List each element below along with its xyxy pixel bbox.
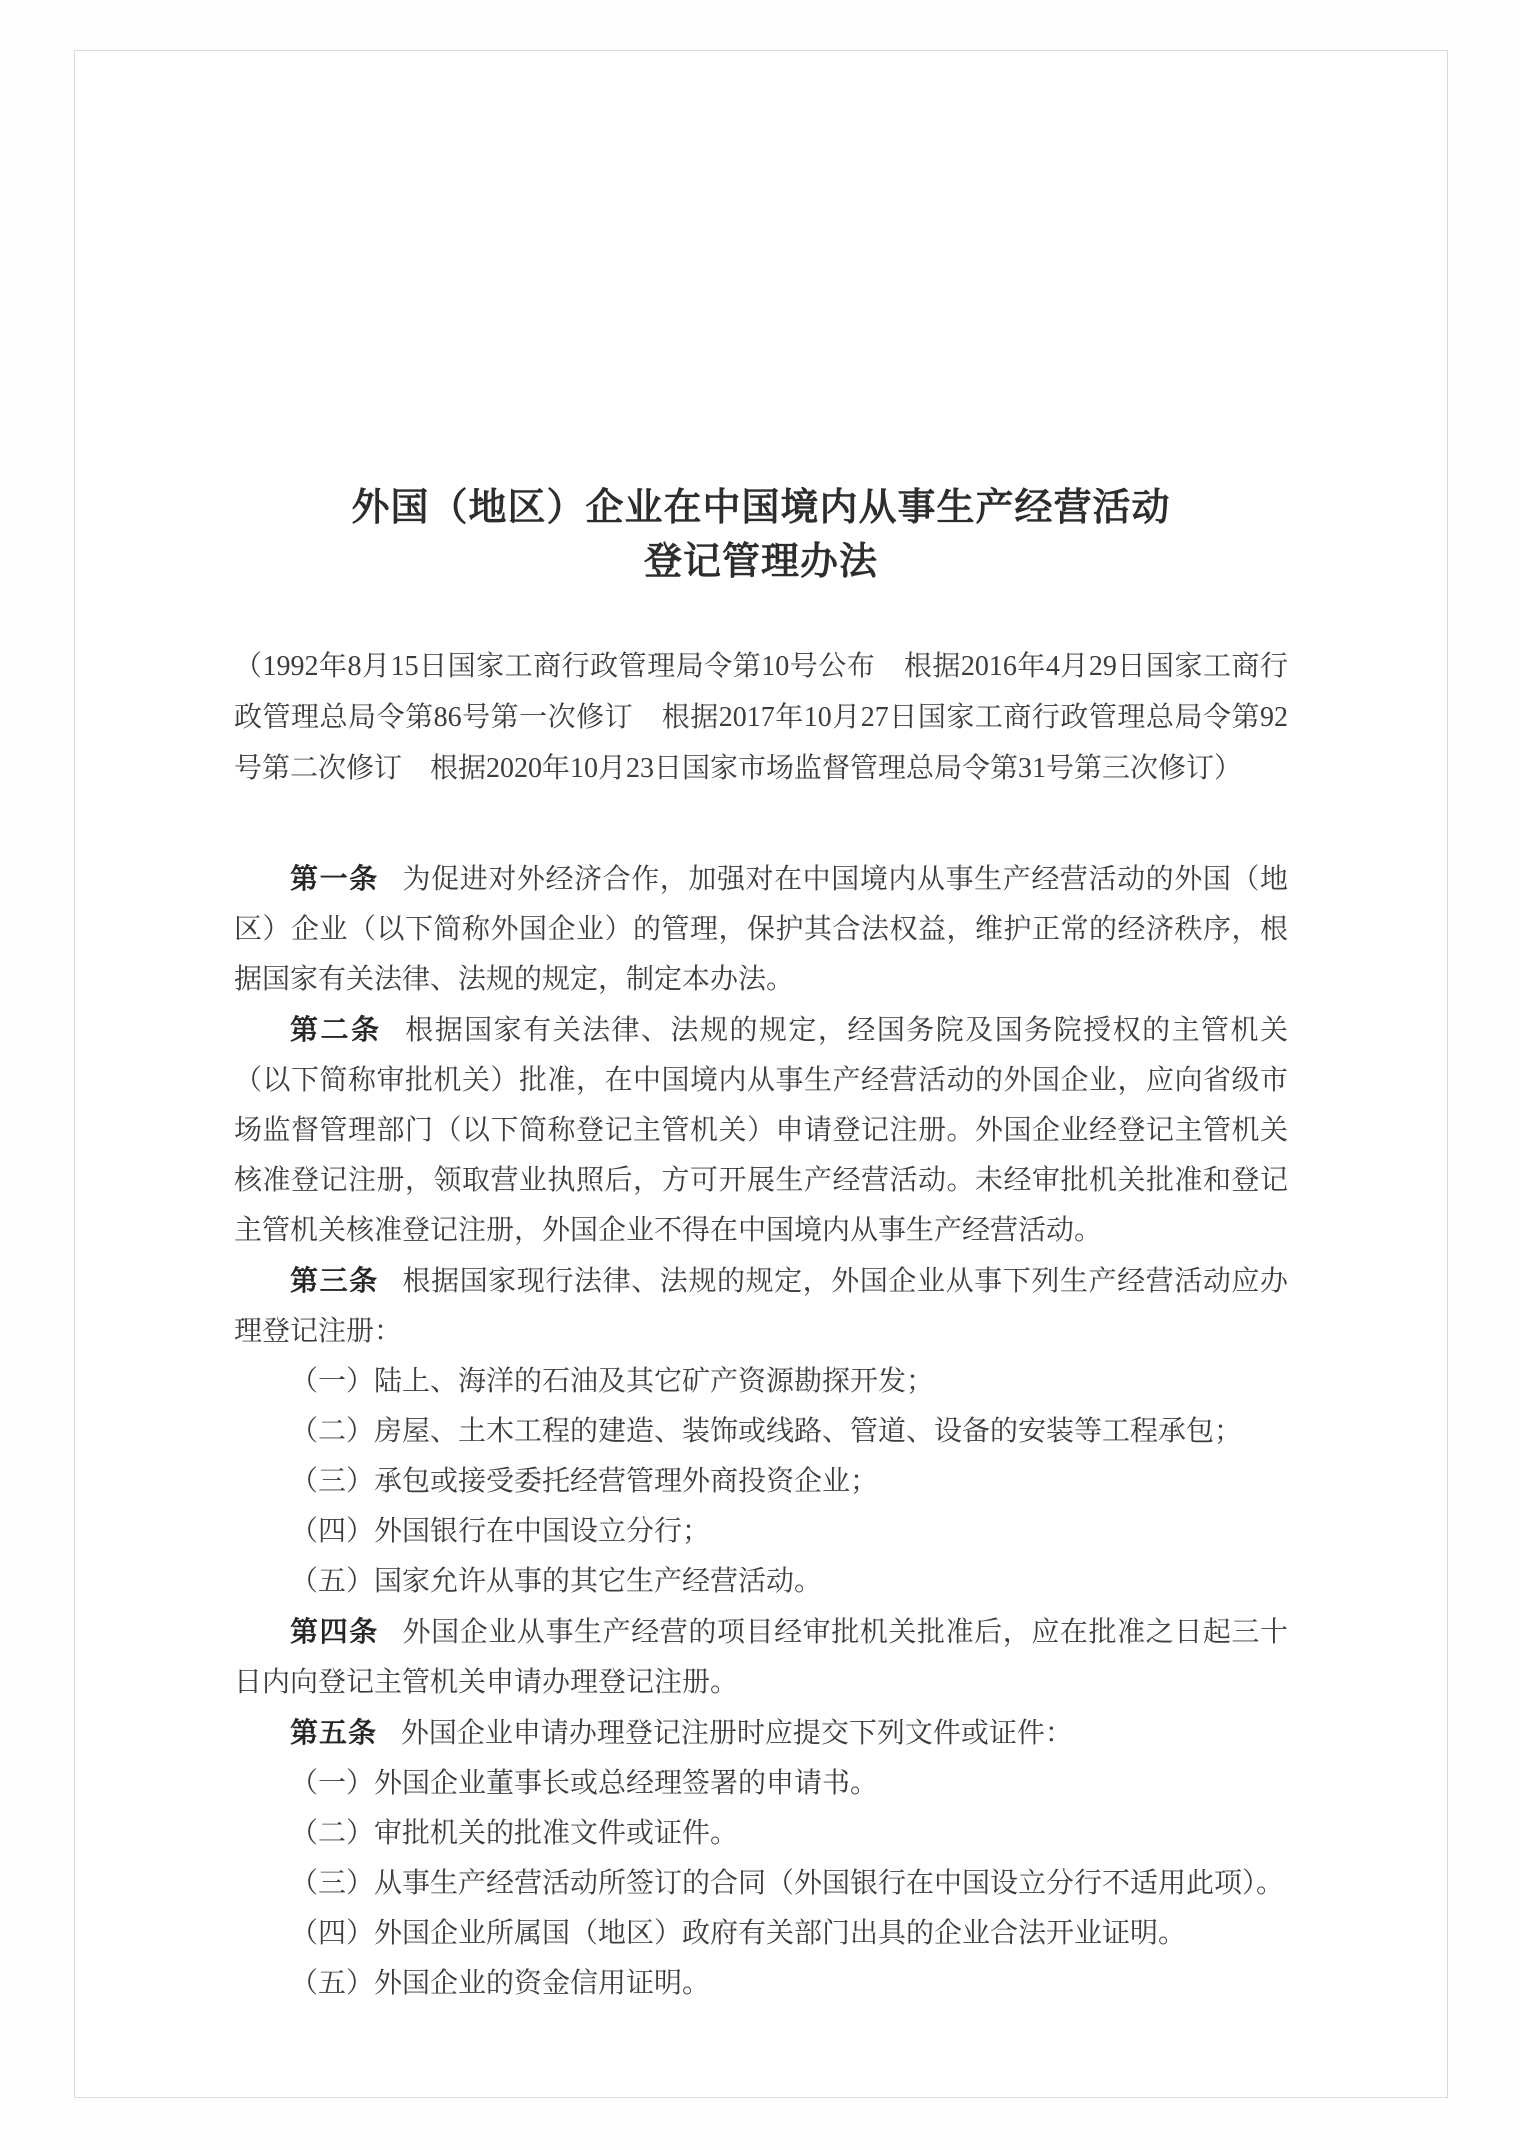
article-number-label: 第三条	[290, 1265, 379, 1296]
list-item-paragraph: （五）国家允许从事的其它生产经营活动。	[290, 1566, 823, 1597]
list-item-paragraph: （三）从事生产经营活动所签订的合同（外国银行在中国设立分行不适用此项）。	[290, 1868, 1285, 1899]
article-number-label: 第四条	[290, 1616, 379, 1647]
document-title	[234, 481, 1288, 589]
list-item-paragraph: （一）陆上、海洋的石油及其它矿产资源勘探开发；	[290, 1366, 935, 1397]
document-page	[74, 50, 1448, 2098]
document-title-line-1: 外国（地区）企业在中国境内从事生产经营活动	[351, 487, 1171, 529]
document-title-line-2: 登记管理办法	[643, 541, 878, 583]
article-paragraph: 第一条 为促进对外经济合作，加强对在中国境内从事生产经营活动的外国（地区）企业（以下简称外国企业）的管理，保护其合法权益，维护正常的经济秩序，根据国家有关法律、法规的规定，制定本办法。	[234, 863, 1288, 995]
article-number-label: 第二条	[290, 1014, 382, 1045]
list-item-paragraph: （二）审批机关的批准文件或证件。	[290, 1818, 739, 1849]
document-preamble: （1992年8月15日国家工商行政管理局令第10号公布 根据2016年4月29日国家工商行政管理总局令第86号第一次修订 根据2017年10月27日国家工商行政管理总局令第92号第二次修订 根据2020年10月23日国家市场监督管理总局令第31号第三次修订）	[234, 651, 1288, 784]
list-item-paragraph: （四）外国企业所属国（地区）政府有关部门出具的企业合法开业证明。	[290, 1918, 1187, 1949]
list-item-paragraph: （四）外国银行在中国设立分行；	[290, 1516, 711, 1547]
article-paragraph: 第三条 根据国家现行法律、法规的规定，外国企业从事下列生产经营活动应办理登记注册：	[234, 1265, 1288, 1347]
article-paragraph: 第五条 外国企业申请办理登记注册时应提交下列文件或证件：	[290, 1717, 1073, 1749]
list-item-paragraph: （一）外国企业董事长或总经理签署的申请书。	[290, 1768, 879, 1799]
list-item-paragraph: （三）承包或接受委托经营管理外商投资企业；	[290, 1466, 879, 1497]
document-content	[234, 51, 1288, 2009]
article-paragraph: 第二条 根据国家有关法律、法规的规定，经国务院及国务院授权的主管机关（以下简称审批机关）批准，在中国境内从事生产经营活动的外国企业，应向省级市场监督管理部门（以下简称登记主管机关）申请登记注册。外国企业经登记主管机关核准登记注册，领取营业执照后，方可开展生产经营活动。未经审批机关批准和登记主管机关核准登记注册，外国企业不得在中国境内从事生产经营活动。	[234, 1014, 1288, 1246]
article-number-label: 第五条	[290, 1717, 378, 1748]
document-body	[234, 854, 1288, 2009]
article-number-label: 第一条	[290, 863, 379, 894]
article-paragraph: 第四条 外国企业从事生产经营的项目经审批机关批准后，应在批准之日起三十日内向登记主管机关申请办理登记注册。	[234, 1616, 1288, 1698]
list-item-paragraph: （二）房屋、土木工程的建造、装饰或线路、管道、设备的安装等工程承包；	[290, 1416, 1243, 1447]
list-item-paragraph: （五）外国企业的资金信用证明。	[290, 1968, 711, 1999]
